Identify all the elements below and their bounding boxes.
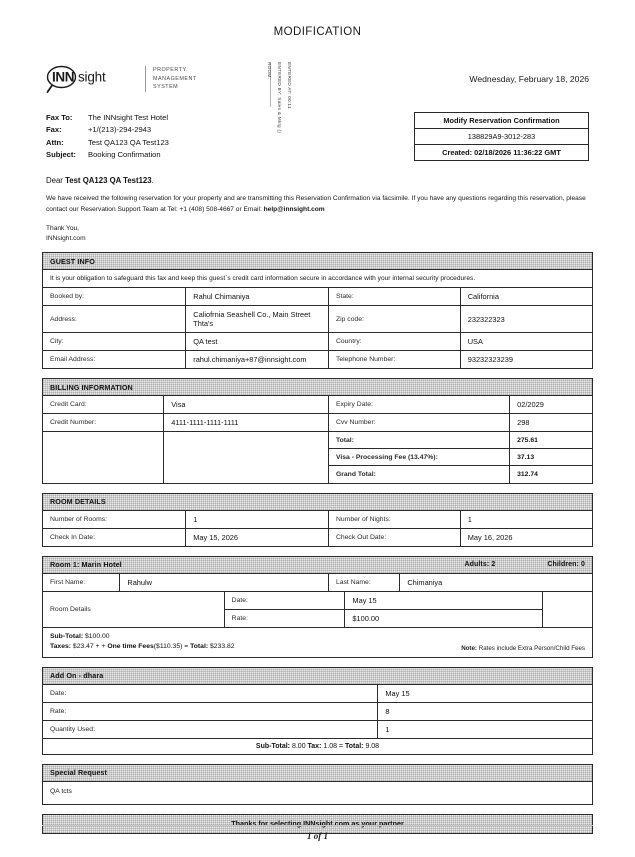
table-row	[43, 288, 592, 306]
room-1-rate-table	[43, 591, 592, 627]
room-taxes-amount: $23.47 + +	[71, 642, 108, 650]
room-total-amount: $233.82	[208, 642, 235, 650]
address-value: Caliofrnia Seashell Co., Main Street Thta's	[186, 306, 329, 333]
room-onetime-fees-label: One time Fees	[107, 642, 154, 650]
processing-fee-value: 37.13	[510, 449, 592, 466]
room-1-heading-text: Room 1: Marin Hotel	[50, 560, 122, 570]
confirmation-box	[414, 112, 589, 161]
room-onetime-fees-amount: ($110.35) =	[153, 642, 191, 650]
page-number: 1 of 1	[307, 831, 328, 841]
last-name-value: Chimaniya	[400, 574, 592, 591]
grand-total-value: 312.74	[510, 466, 592, 483]
table-row	[43, 414, 592, 432]
room-taxes-label: Taxes:	[50, 642, 72, 650]
room-details-cell-label: Room Details	[43, 591, 224, 627]
zip-code-value: 232322323	[460, 306, 592, 333]
address-label: Address:	[43, 306, 186, 333]
letter-signature	[46, 224, 589, 243]
check-out-value: May 16, 2026	[460, 528, 592, 546]
room-details-heading-text: ROOM DETAILS	[50, 497, 106, 507]
booked-by-value: Rahul Chimaniya	[186, 288, 329, 306]
innsight-logo	[46, 64, 197, 94]
first-name-label: First Name:	[43, 574, 120, 591]
addon-rate-value: 8	[378, 702, 592, 720]
addon-tax-label: Tax:	[307, 742, 322, 750]
table-row	[43, 528, 592, 546]
thanks-banner: Thanks for selecting INNsight.com as your partner	[42, 814, 593, 834]
billing-empty-cell	[43, 432, 164, 483]
confirmation-created: Created: 02/18/2026 11:36:22 GMT	[442, 148, 561, 157]
email-value: rahul.chimaniya+87@innsight.com	[186, 351, 329, 369]
room-date-value: May 15	[345, 591, 543, 609]
billing-heading-text: BILLING INFORMATION	[50, 382, 133, 392]
addon-subtotal-value: 8.00	[290, 742, 308, 750]
guest-info-heading-text: GUEST INFO	[50, 256, 95, 266]
check-in-value: May 15, 2026	[186, 528, 329, 546]
attn-line	[46, 137, 169, 149]
table-row	[43, 591, 592, 609]
svg-text:INN: INN	[52, 69, 75, 85]
billing-empty-cell-2	[164, 432, 329, 483]
recipient-and-confirmation-row	[42, 112, 593, 164]
table-row	[43, 574, 592, 591]
logo-divider	[145, 66, 146, 92]
fax-to-label: Fax To:	[46, 113, 73, 122]
document-date: Wednesday, February 18, 2026	[469, 74, 589, 84]
table-row	[43, 511, 592, 529]
svg-text:sight: sight	[78, 69, 106, 85]
cvv-label: Cvv Number:	[328, 414, 509, 432]
table-row	[43, 432, 592, 449]
support-email: help@innsight.com	[263, 205, 325, 213]
room-details-section	[42, 493, 593, 547]
special-request-value: QA tcts	[50, 787, 72, 795]
addon-total-label: Total:	[344, 742, 364, 750]
total-value: 275.61	[510, 432, 592, 449]
room-1-section	[42, 556, 593, 658]
email-label: Email Address:	[43, 351, 186, 369]
country-value: USA	[460, 333, 592, 351]
stamp-room: ROOM:	[267, 62, 272, 80]
logo-tagline-line3: SYSTEM	[153, 84, 179, 91]
room-rate-spacer	[543, 591, 592, 627]
expiry-date-value: 02/2029	[510, 396, 592, 414]
grand-total-label: Grand Total:	[328, 466, 509, 483]
room-date-label: Date:	[224, 591, 345, 609]
document-title: MODIFICATION	[273, 26, 362, 38]
guest-info-section	[42, 252, 593, 369]
booked-by-label: Booked by:	[43, 288, 186, 306]
room-details-heading	[43, 494, 592, 511]
subject-value: Booking Confirmation	[88, 150, 161, 160]
greeting-prefix: Dear	[46, 176, 66, 185]
first-name-value: Rahulw	[120, 574, 329, 591]
billing-information-section	[42, 378, 593, 484]
number-of-rooms-value: 1	[186, 511, 329, 529]
letter-paragraph	[46, 194, 589, 215]
addon-quantity-label: Quantity Used:	[43, 720, 378, 738]
zip-code-label: Zip code:	[328, 306, 460, 333]
logo-magnifier-icon	[46, 64, 138, 94]
room-subtotal-amount: $100.00	[83, 632, 110, 640]
room-rate-label: Rate:	[224, 609, 345, 627]
letter-paragraph-text: We have received the following reservation for your property and are transmitting this Reservation Confirmation via facsimile. If you have any questions regarding this reservation, please contact our Reservation Support Team at Tel: +1 (408) 508-4667 or Email:	[46, 195, 586, 213]
fax-number-line	[46, 124, 169, 136]
confirmation-id: 138829A9-3012-283	[415, 129, 588, 145]
country-label: Country:	[328, 333, 460, 351]
total-label: Total:	[328, 432, 509, 449]
city-label: City:	[43, 333, 186, 351]
room-details-table	[43, 511, 592, 546]
addon-date-value: May 15	[378, 685, 592, 703]
credit-card-value: Visa	[164, 396, 329, 414]
table-row	[43, 685, 592, 703]
city-value: QA test	[186, 333, 329, 351]
room-1-children: Children: 0	[547, 561, 585, 569]
signature-line2: INNsight.com	[46, 234, 86, 242]
check-in-label: Check In Date:	[43, 528, 186, 546]
greeting-name: Test QA123 QA Test123	[65, 176, 152, 185]
logo-tagline	[153, 66, 197, 91]
fax-label: Fax:	[46, 125, 62, 135]
guest-info-notice: It is your obligation to safeguard this fax and keep this guest`s credit card information secure in accordance with your internal security procedures.	[43, 270, 592, 288]
signature-line1: Thank You,	[46, 225, 79, 233]
special-request-section	[42, 764, 593, 805]
room-total-label: Total:	[190, 642, 209, 650]
footer-divider	[42, 825, 593, 826]
attn-value: Test QA123 QA Test123	[88, 137, 169, 147]
add-on-heading-text: Add On - dhara	[50, 671, 104, 681]
fax-value: +1/(213)-294-2943	[88, 125, 152, 135]
addon-subtotal-label: Sub-Total:	[255, 742, 291, 750]
table-row	[43, 720, 592, 738]
state-label: State:	[328, 288, 460, 306]
telephone-value: 93232323239	[460, 351, 592, 369]
table-row	[43, 306, 592, 333]
addon-date-label: Date:	[43, 685, 378, 703]
addon-total-value: 9.08	[363, 742, 380, 750]
billing-heading	[43, 379, 592, 396]
credit-card-label: Credit Card:	[43, 396, 164, 414]
room-1-totals	[43, 627, 592, 657]
guest-info-table	[43, 288, 592, 368]
room-note-label: Note:	[461, 644, 477, 652]
confirmation-title: Modify Reservation Confirmation	[415, 113, 588, 129]
last-name-label: Last Name:	[328, 574, 399, 591]
greeting-suffix: .	[151, 176, 154, 185]
room-rates-note	[461, 645, 585, 652]
check-out-label: Check Out Date:	[328, 528, 460, 546]
telephone-label: Telephone Number:	[328, 351, 460, 369]
stamp-entered-at: ENTERED AT: 00:11	[287, 62, 292, 109]
number-of-nights-value: 1	[460, 511, 592, 529]
table-row	[43, 333, 592, 351]
letter-greeting	[46, 176, 589, 185]
add-on-total-row	[43, 738, 592, 754]
processing-fee-label: Visa - Processing Fee (13.47%):	[328, 449, 509, 466]
room-1-guest-table	[43, 574, 592, 591]
stamp-entered-by: ENTERED BY: Sales & Mktg ()	[277, 62, 282, 134]
addon-tax-value: 1.08 =	[321, 742, 345, 750]
table-row	[43, 702, 592, 720]
special-request-heading	[43, 765, 592, 782]
expiry-date-label: Expiry Date:	[328, 396, 509, 414]
add-on-table	[43, 685, 592, 738]
add-on-heading	[43, 668, 592, 685]
room-subtotal-label: Sub-Total:	[50, 632, 84, 640]
credit-number-label: Credit Number:	[43, 414, 164, 432]
subject-line	[46, 149, 169, 161]
room-subtotal-line	[50, 632, 585, 642]
table-row	[43, 396, 592, 414]
fax-to-line	[46, 112, 169, 124]
addon-rate-label: Rate:	[43, 702, 378, 720]
logo-tagline-line1: PROPERTY	[153, 67, 187, 74]
guest-info-heading	[43, 253, 592, 270]
letter-body	[42, 176, 593, 243]
special-request-heading-text: Special Request	[50, 768, 108, 778]
number-of-rooms-label: Number of Rooms:	[43, 511, 186, 529]
cvv-value: 298	[510, 414, 592, 432]
attn-label: Attn:	[46, 137, 64, 147]
room-1-adults: Adults: 2	[464, 561, 496, 569]
table-row	[43, 351, 592, 369]
room-1-heading	[43, 557, 592, 574]
page-footer	[42, 825, 593, 841]
add-on-section	[42, 667, 593, 755]
billing-table	[43, 396, 592, 483]
logo-tagline-line2: MANAGEMENT	[153, 75, 197, 82]
subject-label: Subject:	[46, 150, 76, 160]
addon-quantity-value: 1	[378, 720, 592, 738]
credit-number-value: 4111-1111-1111-1111	[164, 414, 329, 432]
state-value: California	[460, 288, 592, 306]
room-rate-value: $100.00	[345, 609, 543, 627]
number-of-nights-label: Number of Nights:	[328, 511, 460, 529]
fax-to-value: The INNsight Test Hotel	[88, 113, 169, 122]
fax-recipient-block	[46, 112, 169, 162]
room-note-text: Rates include Extra Person/Child Fees	[477, 644, 585, 652]
